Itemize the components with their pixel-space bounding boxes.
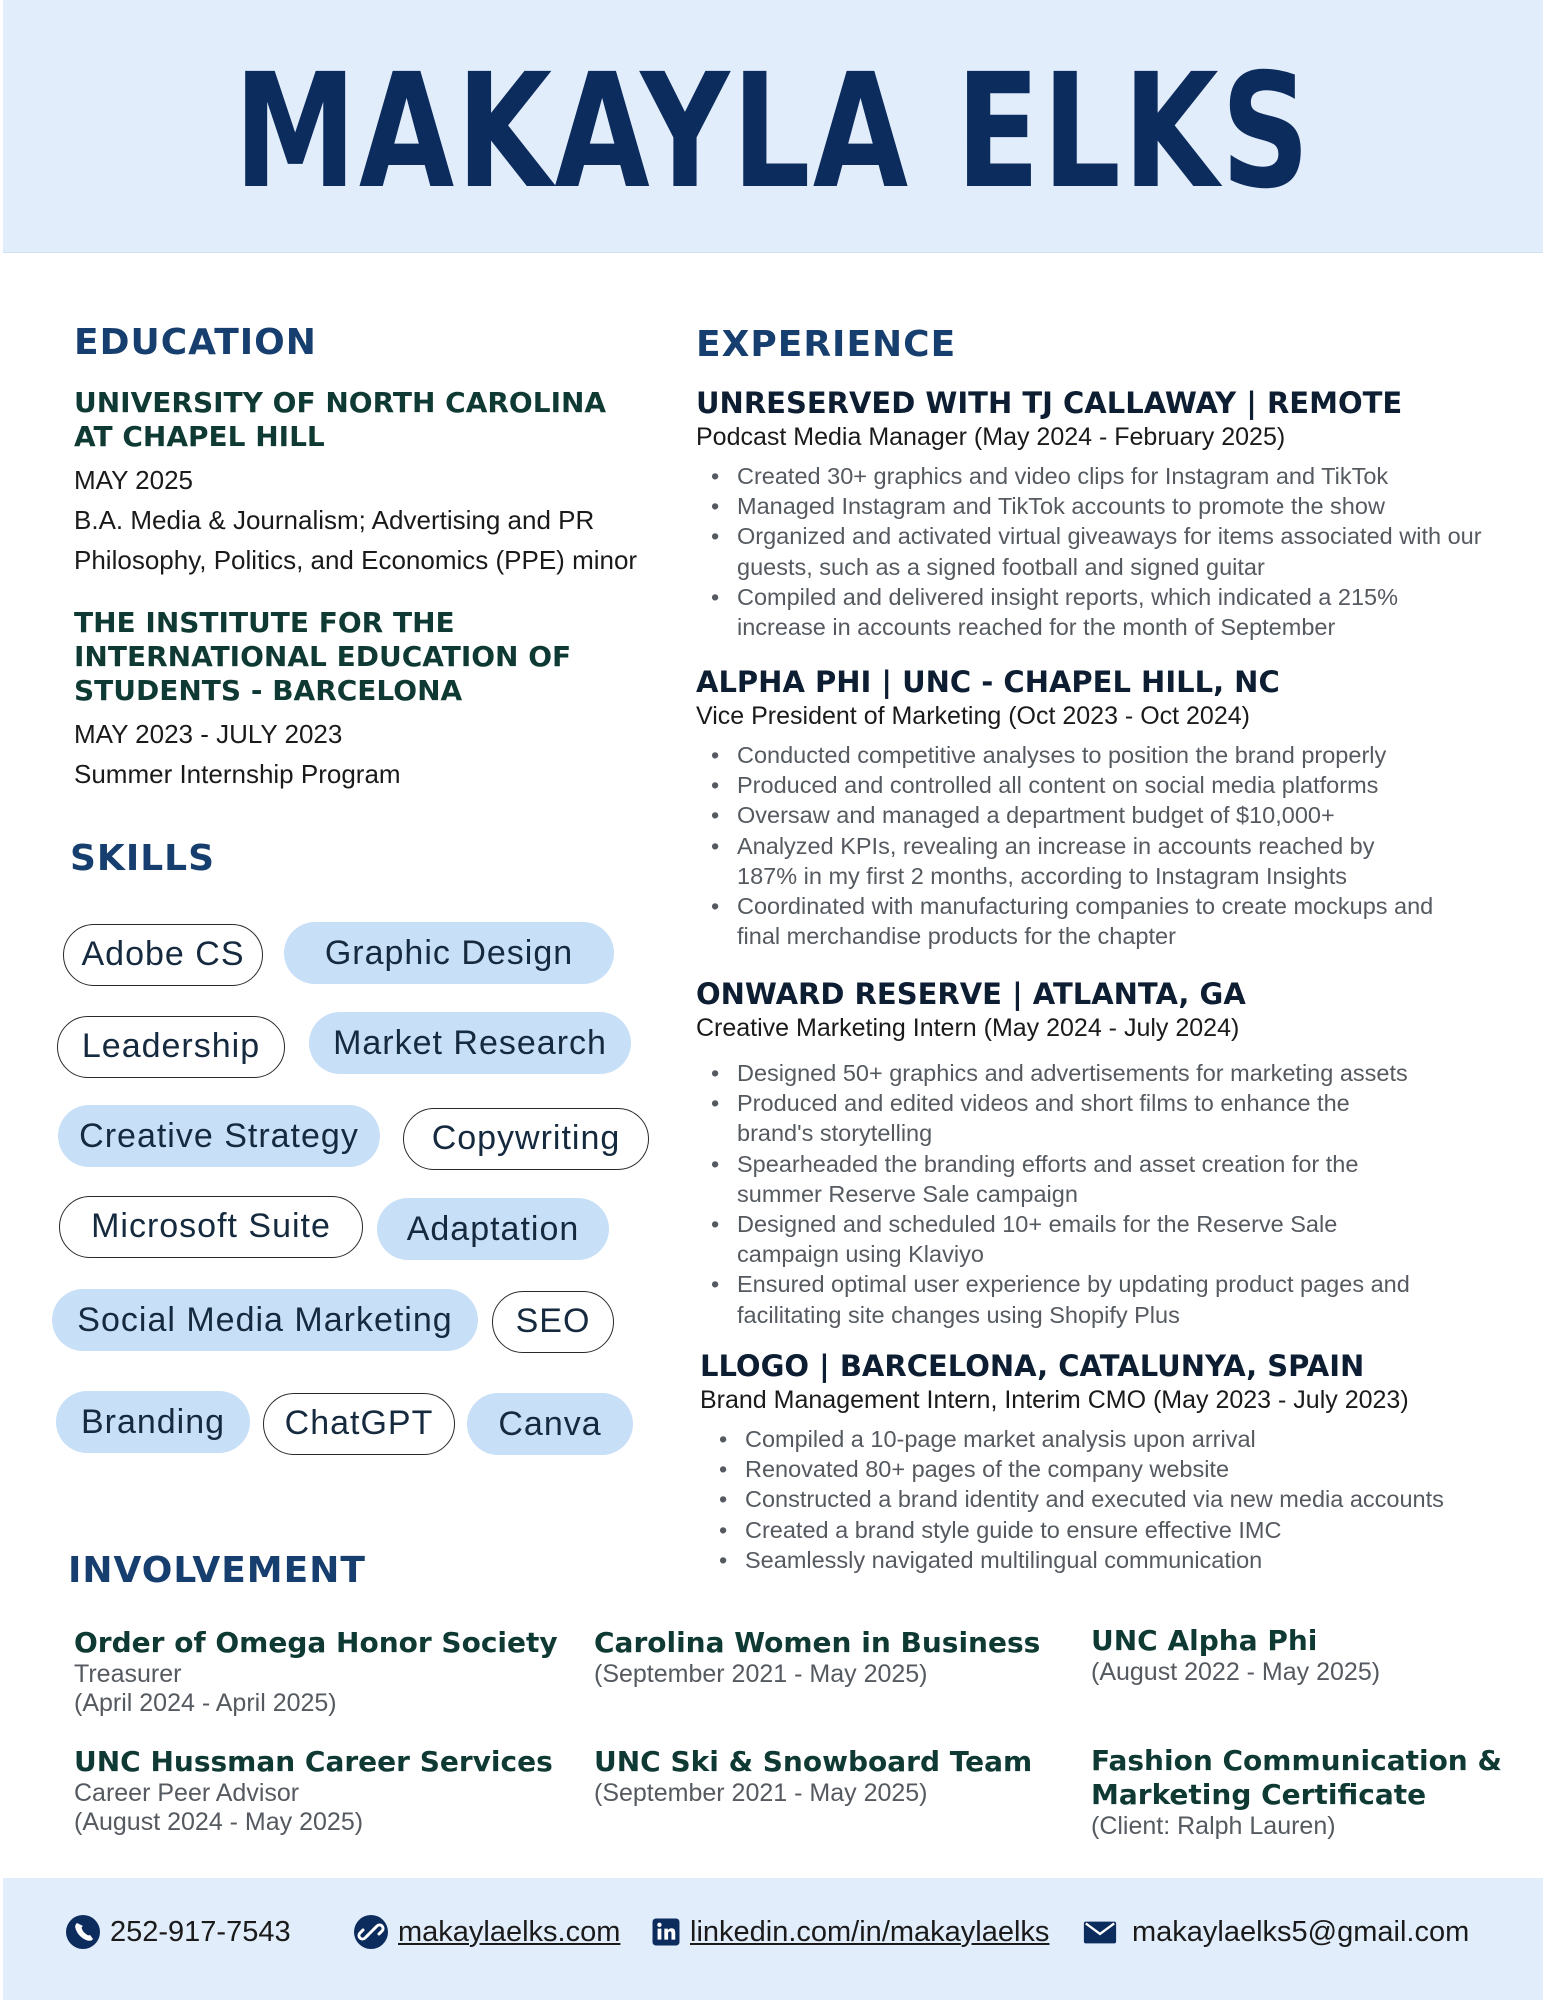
bullet-item: • Created a brand style guide to ensure effective IMC [745,1515,1500,1545]
job-title: UNRESERVED WITH TJ CALLAWAY | REMOTE [696,386,1403,420]
skill-pill: Adobe CS [63,924,263,986]
involvement-item [1091,1744,1511,1841]
involvement-item [594,1745,1114,1808]
header-band [3,0,1543,253]
job-title: ONWARD RESERVE | ATLANTA, GA [696,977,1246,1011]
skill-pill: Branding [56,1391,250,1453]
link-icon [352,1913,390,1951]
bullet-item: • Produced and edited videos and short films to enhance the brand's storytelling [737,1088,1417,1148]
school-date: MAY 2025 [74,465,194,495]
education-entry [74,606,674,794]
involvement-role: Treasurer [74,1660,182,1688]
job-role: Podcast Media Manager (May 2024 - February 2025) [696,423,1286,451]
job-bullets [745,1424,1500,1575]
job-title: LLOGO | BARCELONA, CATALUNYA, SPAIN [700,1349,1365,1383]
skill-pill: Leadership [57,1016,285,1078]
program-date: MAY 2023 - JULY 2023 [74,719,343,749]
bullet-item: • Managed Instagram and TikTok accounts to promote the show [737,491,1496,521]
skill-pill: Graphic Design [284,922,614,984]
job-bullets [737,461,1496,642]
experience-heading: EXPERIENCE [696,324,957,365]
skill-pill: Creative Strategy [58,1105,380,1167]
experience-entry [696,976,1496,1330]
website-link[interactable]: makaylaelks.com [398,1915,621,1948]
job-title: ALPHA PHI | UNC - CHAPEL HILL, NC [696,665,1280,699]
involvement-title: Fashion Communication & Marketing Certificate [1091,1744,1502,1811]
job-role: Brand Management Intern, Interim CMO (May 2023 - July 2023) [700,1386,1409,1414]
skill-pill: Microsoft Suite [59,1196,363,1258]
email-address[interactable]: makaylaelks5@gmail.com [1132,1915,1470,1948]
bullet-item: • Compiled and delivered insight reports, which indicated a 215% increase in accounts reached for the month of September [737,582,1477,642]
involvement-title: UNC Alpha Phi [1091,1624,1318,1657]
involvement-item [74,1626,594,1718]
bullet-item: • Created 30+ graphics and video clips for Instagram and TikTok [737,461,1496,491]
minor: Philosophy, Politics, and Economics (PPE) minor [74,545,638,575]
involvement-dates: (August 2022 - May 2025) [1091,1658,1381,1686]
school-name: THE INSTITUTE FOR THE INTERNATIONAL EDUCATION OF STUDENTS - BARCELONA [74,606,572,707]
degree: B.A. Media & Journalism; Advertising and PR [74,505,595,535]
skill-pill: Social Media Marketing [52,1289,478,1351]
involvement-title: Carolina Women in Business [594,1626,1041,1659]
contact-phone[interactable] [64,1912,291,1952]
experience-entry [696,385,1496,642]
skill-pill: Market Research [309,1012,631,1074]
bullet-item: • Conducted competitive analyses to position the brand properly [737,740,1496,770]
program-name: Summer Internship Program [74,759,401,789]
involvement-heading: INVOLVEMENT [68,1550,366,1591]
bullet-item: • Oversaw and managed a department budget of $10,000+ [737,800,1496,830]
involvement-dates: (August 2024 - May 2025) [74,1808,364,1836]
linkedin-link[interactable]: linkedin.com/in/makaylaelks [690,1915,1050,1948]
linkedin-icon [650,1916,682,1948]
phone-icon [64,1913,102,1951]
job-bullets [737,740,1496,951]
bullet-item: • Produced and controlled all content on social media platforms [737,770,1496,800]
education-heading: EDUCATION [74,322,317,363]
education-entry [74,386,674,580]
involvement-item [594,1626,1114,1689]
contact-email[interactable] [1082,1912,1469,1952]
involvement-title: UNC Ski & Snowboard Team [594,1745,1033,1778]
bullet-item: • Spearheaded the branding efforts and asset creation for the summer Reserve Sale campaign [737,1149,1417,1209]
skill-pill: SEO [492,1291,614,1353]
involvement-role: Career Peer Advisor [74,1779,300,1807]
bullet-item: • Designed and scheduled 10+ emails for the Reserve Sale campaign using Klaviyo [737,1209,1417,1269]
experience-entry [700,1348,1500,1575]
bullet-item: • Analyzed KPIs, revealing an increase in accounts reached by 187% in my first 2 months, according to Instagram Insights [737,831,1427,891]
involvement-title: Order of Omega Honor Society [74,1626,558,1659]
experience-entry [696,664,1496,951]
involvement-dates: (September 2021 - May 2025) [594,1660,928,1688]
involvement-client: (Client: Ralph Lauren) [1091,1812,1336,1840]
bullet-item: • Constructed a brand identity and executed via new media accounts [745,1484,1500,1514]
job-role: Vice President of Marketing (Oct 2023 - Oct 2024) [696,702,1250,730]
bullet-item: • Organized and activated virtual giveaways for items associated with our guests, such as a signed football and signed guitar [737,521,1487,581]
bullet-item: • Ensured optimal user experience by updating product pages and facilitating site changes using Shopify Plus [737,1269,1477,1329]
contact-website[interactable] [352,1912,620,1952]
contact-linkedin[interactable] [650,1912,1049,1952]
skills-heading: SKILLS [70,838,216,879]
bullet-item: • Seamlessly navigated multilingual communication [745,1545,1500,1575]
school-name: UNIVERSITY OF NORTH CAROLINA AT CHAPEL HILL [74,386,607,453]
bullet-item: • Designed 50+ graphics and advertisements for marketing assets [737,1058,1496,1088]
bullet-item: • Renovated 80+ pages of the company website [745,1454,1500,1484]
skill-pill: Adaptation [377,1198,609,1260]
skill-pill: Copywriting [403,1108,649,1170]
skill-pill: ChatGPT [263,1393,455,1455]
involvement-item [74,1745,594,1837]
job-role: Creative Marketing Intern (May 2024 - July 2024) [696,1014,1240,1042]
email-icon [1082,1913,1118,1951]
page-title: MAKAYLA ELKS [233,40,1313,224]
bullet-item: • Coordinated with manufacturing companies to create mockups and final merchandise products for the chapter [737,891,1457,951]
involvement-item [1091,1624,1491,1687]
involvement-title: UNC Hussman Career Services [74,1745,553,1778]
phone-number: 252-917-7543 [110,1915,291,1948]
skill-pill: Canva [467,1393,633,1455]
bullet-item: • Compiled a 10-page market analysis upon arrival [745,1424,1500,1454]
involvement-dates: (April 2024 - April 2025) [74,1689,337,1717]
involvement-dates: (September 2021 - May 2025) [594,1779,928,1807]
job-bullets [737,1058,1496,1330]
